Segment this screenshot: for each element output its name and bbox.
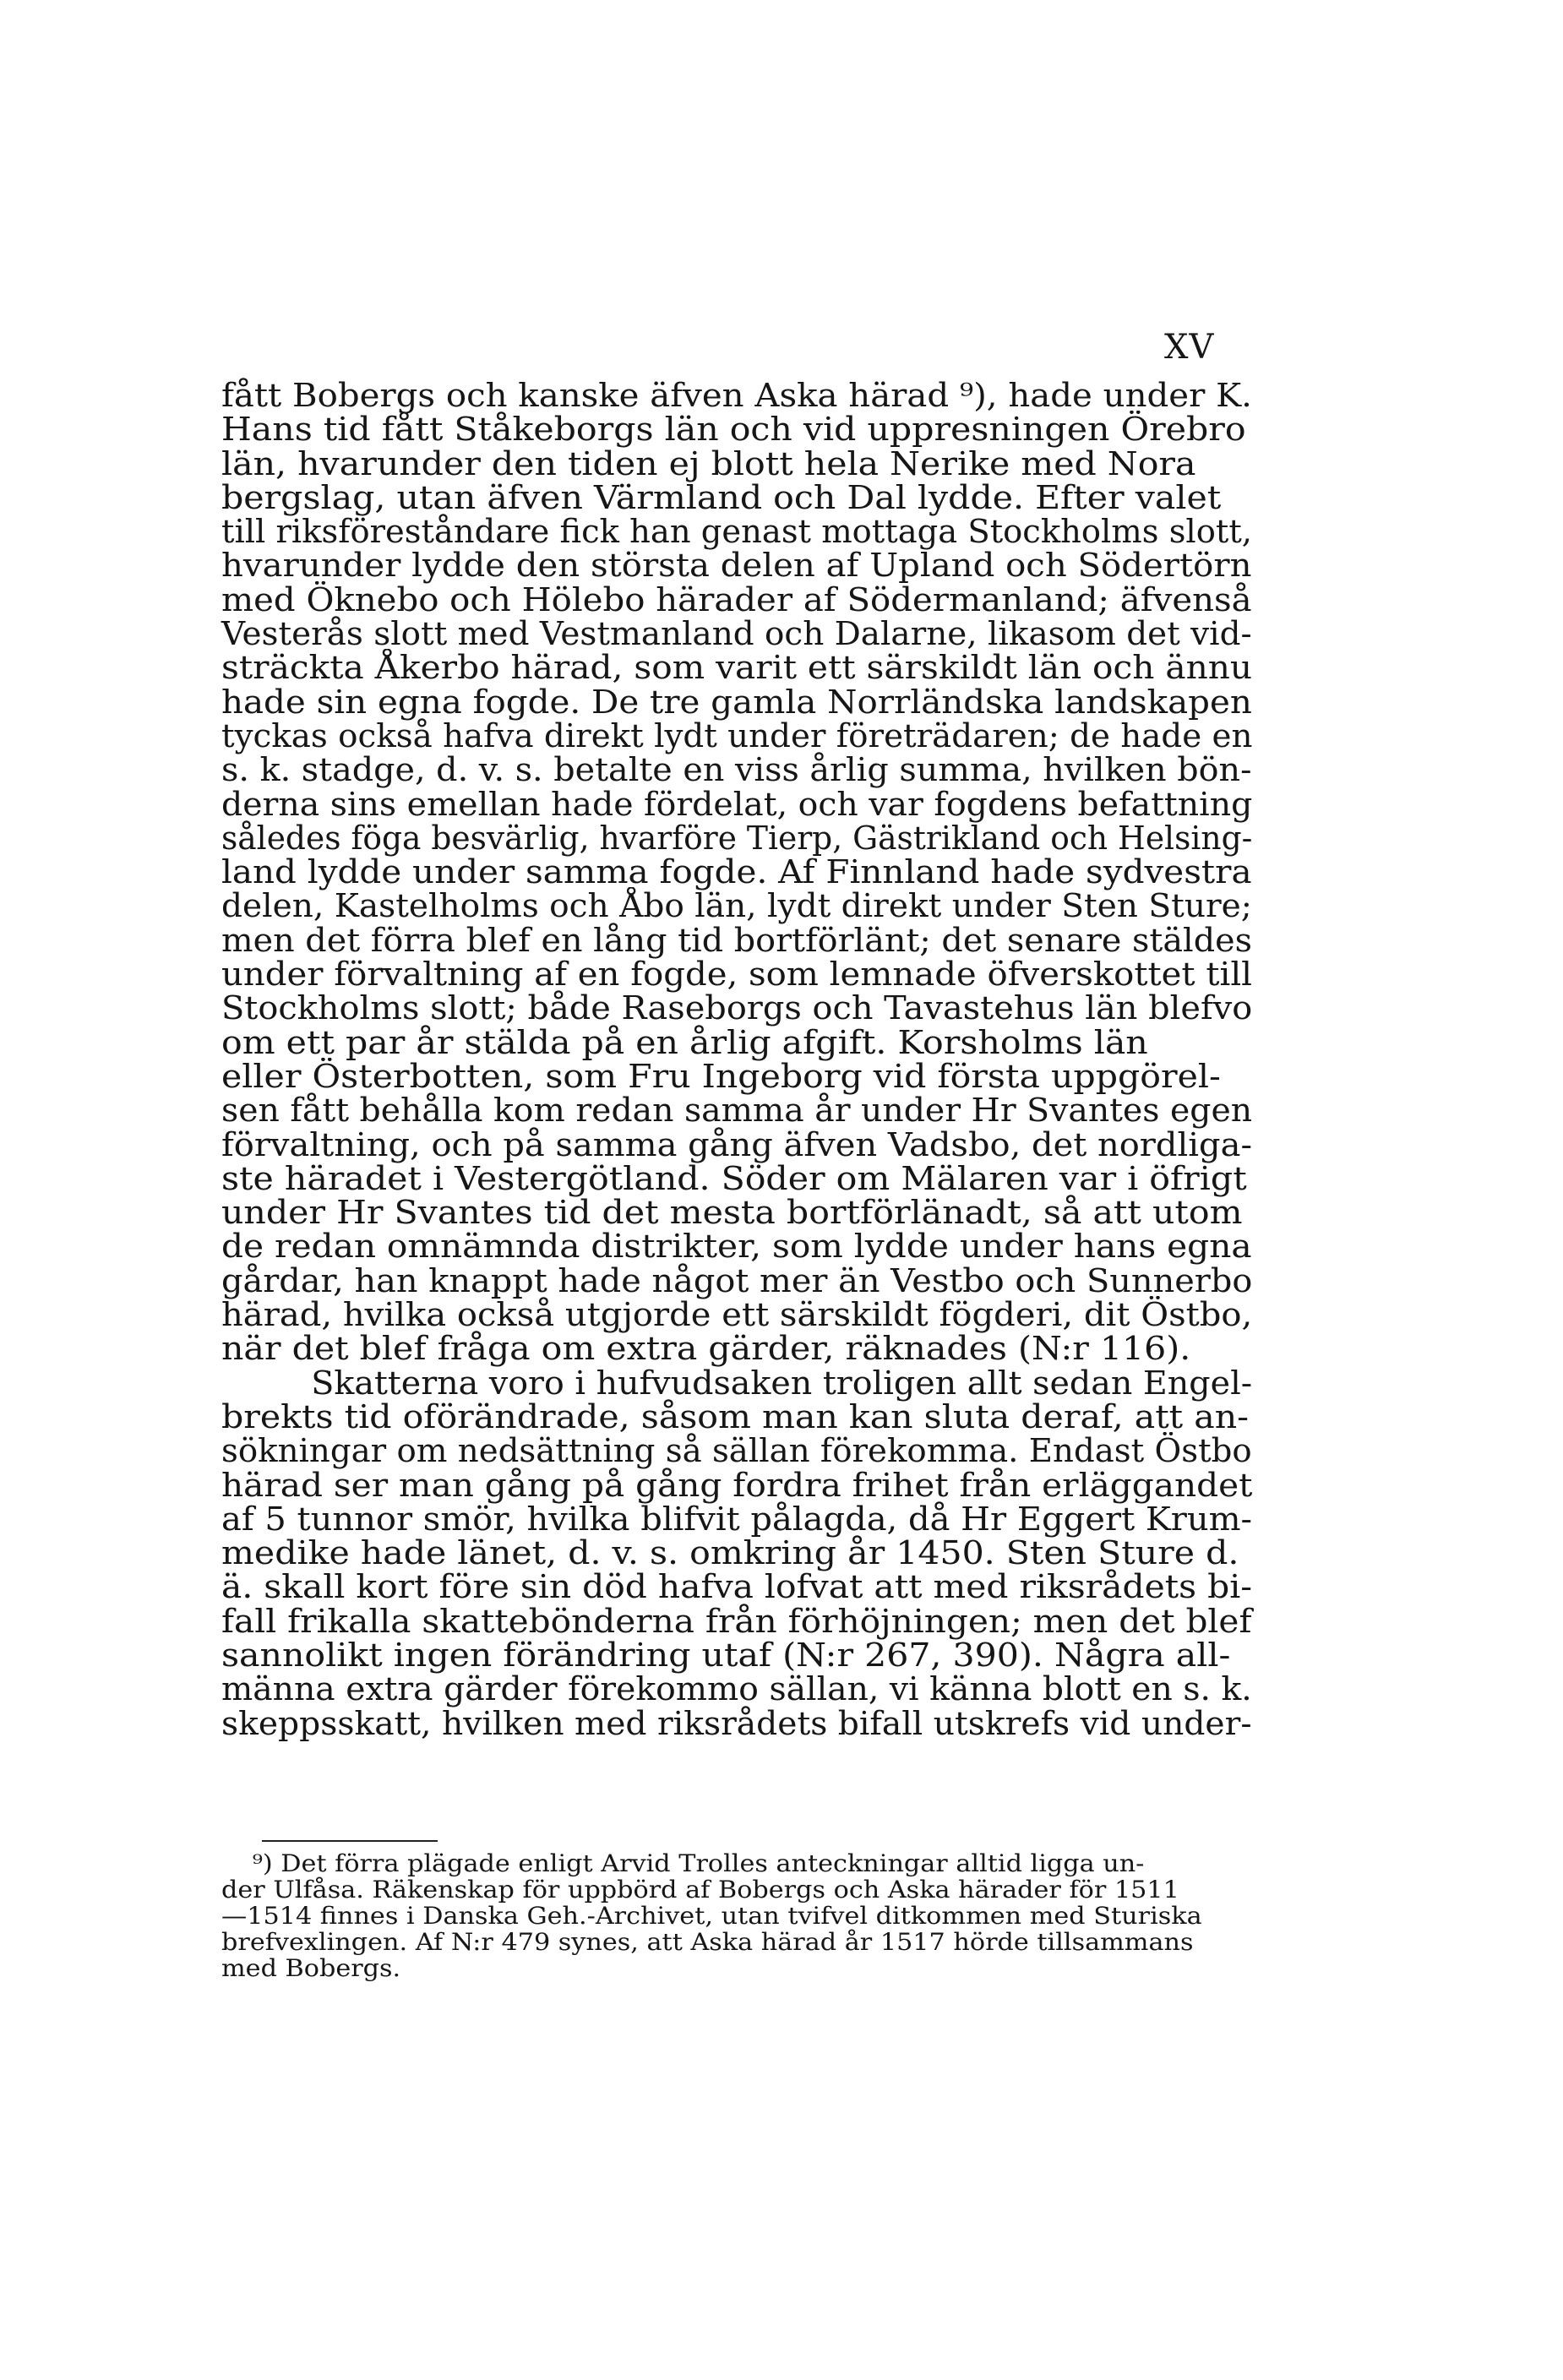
text-line: förvaltning, och på samma gång äfven Vadsbo, det nordliga-: [221, 1125, 1252, 1163]
text-line: sökningar om nedsättning så sällan förekomma. Endast Östbo: [221, 1432, 1252, 1470]
text-line: fått Bobergs och kanske äfven Aska härad ⁹), hade under K.: [221, 377, 1252, 414]
text-line: gårdar, han knappt hade något mer än Vestbo och Sunnerbo: [221, 1261, 1253, 1299]
text-line: Hans tid fått Ståkeborgs län och vid uppresningen Örebro: [221, 411, 1246, 449]
text-line: eller Österbotten, som Fru Ingeborg vid första uppgörel-: [221, 1057, 1221, 1095]
text-line: om ett par år stälda på en årlig afgift. Korsholms län: [221, 1023, 1148, 1061]
text-line: sannolikt ingen förändring utaf (N:r 267, 390). Några all-: [221, 1636, 1231, 1674]
text-line: Vesterås slott med Vestmanland och Dalarne, likasom det vid-: [221, 615, 1252, 653]
text-line: hade sin egna fogde. De tre gamla Norrländska landskapen: [221, 683, 1252, 721]
text-line: männa extra gärder förekommo sällan, vi känna blott en s. k.: [221, 1670, 1252, 1708]
footnote-line: ⁹) Det förra plägade enligt Arvid Trolles anteckningar alltid ligga un-: [252, 1849, 1145, 1877]
text-line: när det blef fråga om extra gärder, räknades (N:r 116).: [221, 1330, 1191, 1368]
text-line: Stockholms slott; både Raseborgs och Tavastehus län blefvo: [221, 989, 1253, 1027]
footnote-line: brefvexlingen. Af N:r 479 synes, att Aska härad år 1517 hörde tillsammans: [221, 1928, 1194, 1956]
text-line: land lydde under samma fogde. Af Finnland hade sydvestra: [221, 853, 1252, 891]
footnote-line: med Bobergs.: [221, 1954, 401, 1982]
paragraph-start-line: Skatterna voro i hufvudsaken troligen allt sedan Engel-: [311, 1364, 1253, 1402]
page-number: XV: [1164, 328, 1215, 367]
text-line: brekts tid oförändrade, såsom man kan sluta deraf, att an-: [221, 1397, 1249, 1435]
text-line: med Öknebo och Hölebo härader af Södermanland; äfvenså: [221, 580, 1252, 618]
text-line: af 5 tunnor smör, hvilka blifvit pålagda, då Hr Eggert Krum-: [221, 1500, 1253, 1538]
footnote-line: der Ulfåsa. Räkenskap för uppbörd af Bobergs och Aska härader för 1511: [221, 1876, 1179, 1903]
footnotes: [221, 1850, 1252, 1981]
text-line: härad, hvilka också utgjorde ett särskildt fögderi, dit Östbo,: [221, 1296, 1253, 1334]
text-line: ste häradet i Vestergötland. Söder om Mälaren var i öfrigt: [221, 1159, 1247, 1197]
text-line: medike hade länet, d. v. s. omkring år 1450. Sten Sture d.: [221, 1534, 1239, 1572]
text-line: tyckas också hafva direkt lydt under företrädaren; de hade en: [221, 716, 1253, 754]
text-line: under förvaltning af en fogde, som lemnade öfverskottet till: [221, 956, 1253, 994]
body-text: [221, 379, 1252, 1740]
text-line: s. k. stadge, d. v. s. betalte en viss årlig summa, hvilken bön-: [221, 751, 1252, 789]
footnote-divider: [262, 1840, 438, 1842]
text-line: således föga besvärlig, hvarföre Tierp, Gästrikland och Helsing-: [221, 819, 1253, 857]
text-line: härad ser man gång på gång fordra frihet från erläggandet: [221, 1466, 1253, 1504]
text-line: under Hr Svantes tid det mesta bortförlänadt, så att utom: [221, 1194, 1243, 1232]
text-line: sträckta Åkerbo härad, som varit ett särskildt län och ännu: [221, 649, 1253, 687]
text-line: skeppsskatt, hvilken med riksrådets bifall utskrefs vid under-: [221, 1704, 1252, 1742]
text-line: bergslag, utan äfven Värmland och Dal lydde. Efter valet: [221, 478, 1222, 516]
text-line: de redan omnämnda distrikter, som lydde under hans egna: [221, 1228, 1252, 1266]
text-line: hvarunder lydde den största delen af Upland och Södertörn: [221, 547, 1252, 585]
footnote-line: —1514 finnes i Danska Geh.-Archivet, utan tvifvel ditkommen med Sturiska: [221, 1902, 1202, 1930]
text-line: ä. skall kort före sin död hafva lofvat att med riksrådets bi-: [221, 1568, 1253, 1606]
text-line: sen fått behålla kom redan samma år under Hr Svantes egen: [221, 1092, 1253, 1130]
text-line: till riksföreståndare fick han genast mottaga Stockholms slott,: [221, 513, 1252, 551]
text-line: men det förra blef en lång tid bortförlänt; det senare stäldes: [221, 921, 1252, 959]
text-line: län, hvarunder den tiden ej blott hela Nerike med Nora: [221, 444, 1196, 482]
text-line: delen, Kastelholms och Åbo län, lydt direkt under Sten Sture;: [221, 887, 1252, 925]
text-line: fall frikalla skattebönderna från förhöjningen; men det blef: [221, 1602, 1252, 1640]
text-line: derna sins emellan hade fördelat, och var fogdens befattning: [221, 785, 1253, 823]
